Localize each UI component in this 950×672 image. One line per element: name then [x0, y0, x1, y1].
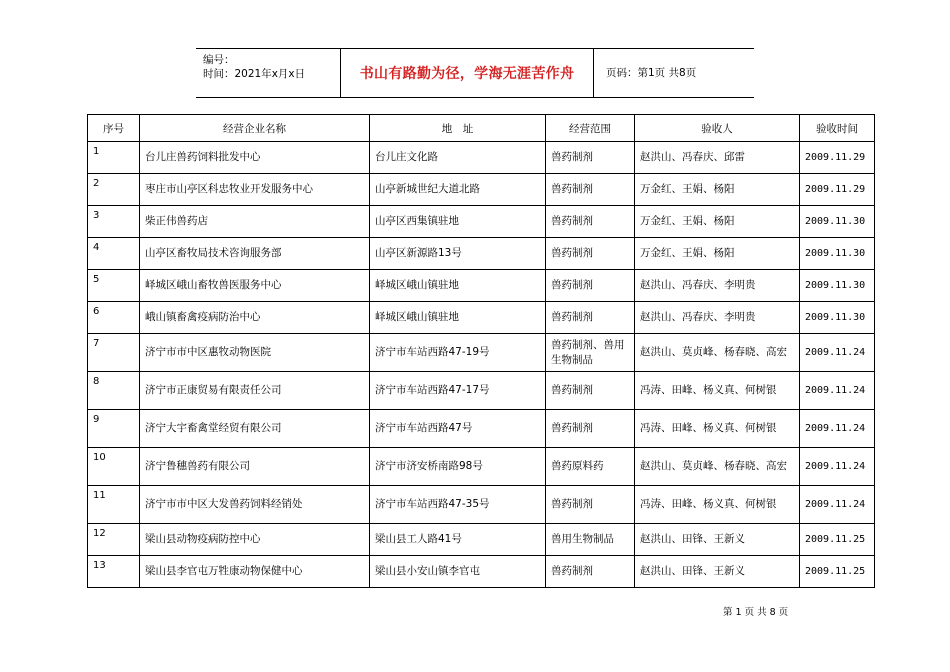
company-name: 峨山镇畜禽疫病防治中心 [140, 302, 370, 334]
address: 济宁市车站西路47号 [370, 410, 546, 448]
row-number: 11 [88, 486, 140, 524]
company-name: 济宁市市中区惠牧动物医院 [140, 334, 370, 372]
column-header: 地 址 [370, 115, 546, 142]
inspection-date: 2009.11.24 [800, 410, 875, 448]
table-row [88, 448, 875, 486]
inspectors: 赵洪山、田锋、王新义 [635, 524, 800, 556]
inspection-date: 2009.11.24 [800, 334, 875, 372]
company-name: 济宁市正康贸易有限责任公司 [140, 372, 370, 410]
business-scope: 兽药制剂 [546, 556, 635, 588]
inspection-date: 2009.11.25 [800, 556, 875, 588]
inspection-date: 2009.11.30 [800, 270, 875, 302]
address: 济宁市车站西路47-19号 [370, 334, 546, 372]
inspectors: 赵洪山、冯春庆、李明贵 [635, 270, 800, 302]
inspection-date: 2009.11.30 [800, 238, 875, 270]
company-name: 济宁鲁穗兽药有限公司 [140, 448, 370, 486]
company-name: 山亭区畜牧局技术咨询服务部 [140, 238, 370, 270]
document-header [196, 48, 754, 98]
column-header: 序号 [88, 115, 140, 142]
row-number: 7 [88, 334, 140, 372]
column-header: 验收人 [635, 115, 800, 142]
inspection-date: 2009.11.30 [800, 206, 875, 238]
company-name: 梁山县动物疫病防控中心 [140, 524, 370, 556]
page-label: 页码：第1页 共8页 [606, 67, 697, 79]
table-header-row [88, 115, 875, 142]
row-number: 10 [88, 448, 140, 486]
row-number: 1 [88, 142, 140, 174]
company-name: 梁山县李官屯万牲康动物保健中心 [140, 556, 370, 588]
address: 济宁市车站西路47-35号 [370, 486, 546, 524]
row-number: 2 [88, 174, 140, 206]
inspection-date: 2009.11.24 [800, 448, 875, 486]
inspection-table [87, 114, 875, 588]
inspection-date: 2009.11.24 [800, 486, 875, 524]
business-scope: 兽用生物制品 [546, 524, 635, 556]
number-label: 编号： [203, 54, 235, 66]
business-scope: 兽药制剂 [546, 206, 635, 238]
address: 峄城区峨山镇驻地 [370, 302, 546, 334]
table-row [88, 486, 875, 524]
inspection-date: 2009.11.29 [800, 174, 875, 206]
row-number: 12 [88, 524, 140, 556]
company-name: 济宁市市中区大发兽药饲料经销处 [140, 486, 370, 524]
address: 梁山县工人路41号 [370, 524, 546, 556]
row-number: 5 [88, 270, 140, 302]
table-row [88, 270, 875, 302]
table-row [88, 410, 875, 448]
row-number: 4 [88, 238, 140, 270]
company-name: 峄城区峨山畜牧兽医服务中心 [140, 270, 370, 302]
company-name: 台儿庄兽药饲料批发中心 [140, 142, 370, 174]
business-scope: 兽药制剂 [546, 270, 635, 302]
inspection-date: 2009.11.29 [800, 142, 875, 174]
table-row [88, 206, 875, 238]
table-row [88, 174, 875, 206]
inspectors: 赵洪山、冯春庆、李明贵 [635, 302, 800, 334]
business-scope: 兽药制剂 [546, 174, 635, 206]
table-row [88, 302, 875, 334]
inspectors: 赵洪山、莫贞峰、杨春晓、高宏 [635, 334, 800, 372]
address: 梁山县小安山镇李官屯 [370, 556, 546, 588]
inspectors: 赵洪山、田锋、王新义 [635, 556, 800, 588]
inspection-date: 2009.11.25 [800, 524, 875, 556]
column-header: 验收时间 [800, 115, 875, 142]
address: 山亭区西集镇驻地 [370, 206, 546, 238]
column-header: 经营范围 [546, 115, 635, 142]
inspectors: 冯涛、田峰、杨义真、何树银 [635, 486, 800, 524]
row-number: 8 [88, 372, 140, 410]
business-scope: 兽药原料药 [546, 448, 635, 486]
table-row [88, 238, 875, 270]
table-row [88, 372, 875, 410]
time-label: 时间：2021年x月x日 [203, 68, 306, 80]
page-footer: 第 1 页 共 8 页 [723, 607, 789, 618]
header-motto-cell [341, 49, 594, 97]
inspectors: 冯涛、田峰、杨义真、何树银 [635, 372, 800, 410]
company-name: 济宁大宇畜禽堂经贸有限公司 [140, 410, 370, 448]
address: 山亭区新源路13号 [370, 238, 546, 270]
business-scope: 兽药制剂 [546, 372, 635, 410]
company-name: 枣庄市山亭区科忠牧业开发服务中心 [140, 174, 370, 206]
business-scope: 兽药制剂 [546, 410, 635, 448]
column-header: 经营企业名称 [140, 115, 370, 142]
inspectors: 赵洪山、莫贞峰、杨春晓、高宏 [635, 448, 800, 486]
table-row [88, 556, 875, 588]
address: 台儿庄文化路 [370, 142, 546, 174]
row-number: 13 [88, 556, 140, 588]
company-name: 柴正伟兽药店 [140, 206, 370, 238]
inspectors: 万金红、王娟、杨阳 [635, 174, 800, 206]
business-scope: 兽药制剂 [546, 302, 635, 334]
address: 山亭新城世纪大道北路 [370, 174, 546, 206]
table-row [88, 524, 875, 556]
address: 济宁市济安桥南路98号 [370, 448, 546, 486]
business-scope: 兽药制剂 [546, 238, 635, 270]
inspection-date: 2009.11.24 [800, 372, 875, 410]
inspection-date: 2009.11.30 [800, 302, 875, 334]
row-number: 9 [88, 410, 140, 448]
motto-text: 书山有路勤为径，学海无涯苦作舟 [359, 66, 575, 82]
inspectors: 冯涛、田峰、杨义真、何树银 [635, 410, 800, 448]
business-scope: 兽药制剂、兽用生物制品 [546, 334, 635, 372]
business-scope: 兽药制剂 [546, 486, 635, 524]
row-number: 6 [88, 302, 140, 334]
table-row [88, 334, 875, 372]
address: 济宁市车站西路47-17号 [370, 372, 546, 410]
row-number: 3 [88, 206, 140, 238]
table-row [88, 142, 875, 174]
address: 峄城区峨山镇驻地 [370, 270, 546, 302]
inspectors: 赵洪山、冯春庆、邱雷 [635, 142, 800, 174]
business-scope: 兽药制剂 [546, 142, 635, 174]
header-meta [196, 49, 341, 97]
inspectors: 万金红、王娟、杨阳 [635, 238, 800, 270]
inspectors: 万金红、王娟、杨阳 [635, 206, 800, 238]
